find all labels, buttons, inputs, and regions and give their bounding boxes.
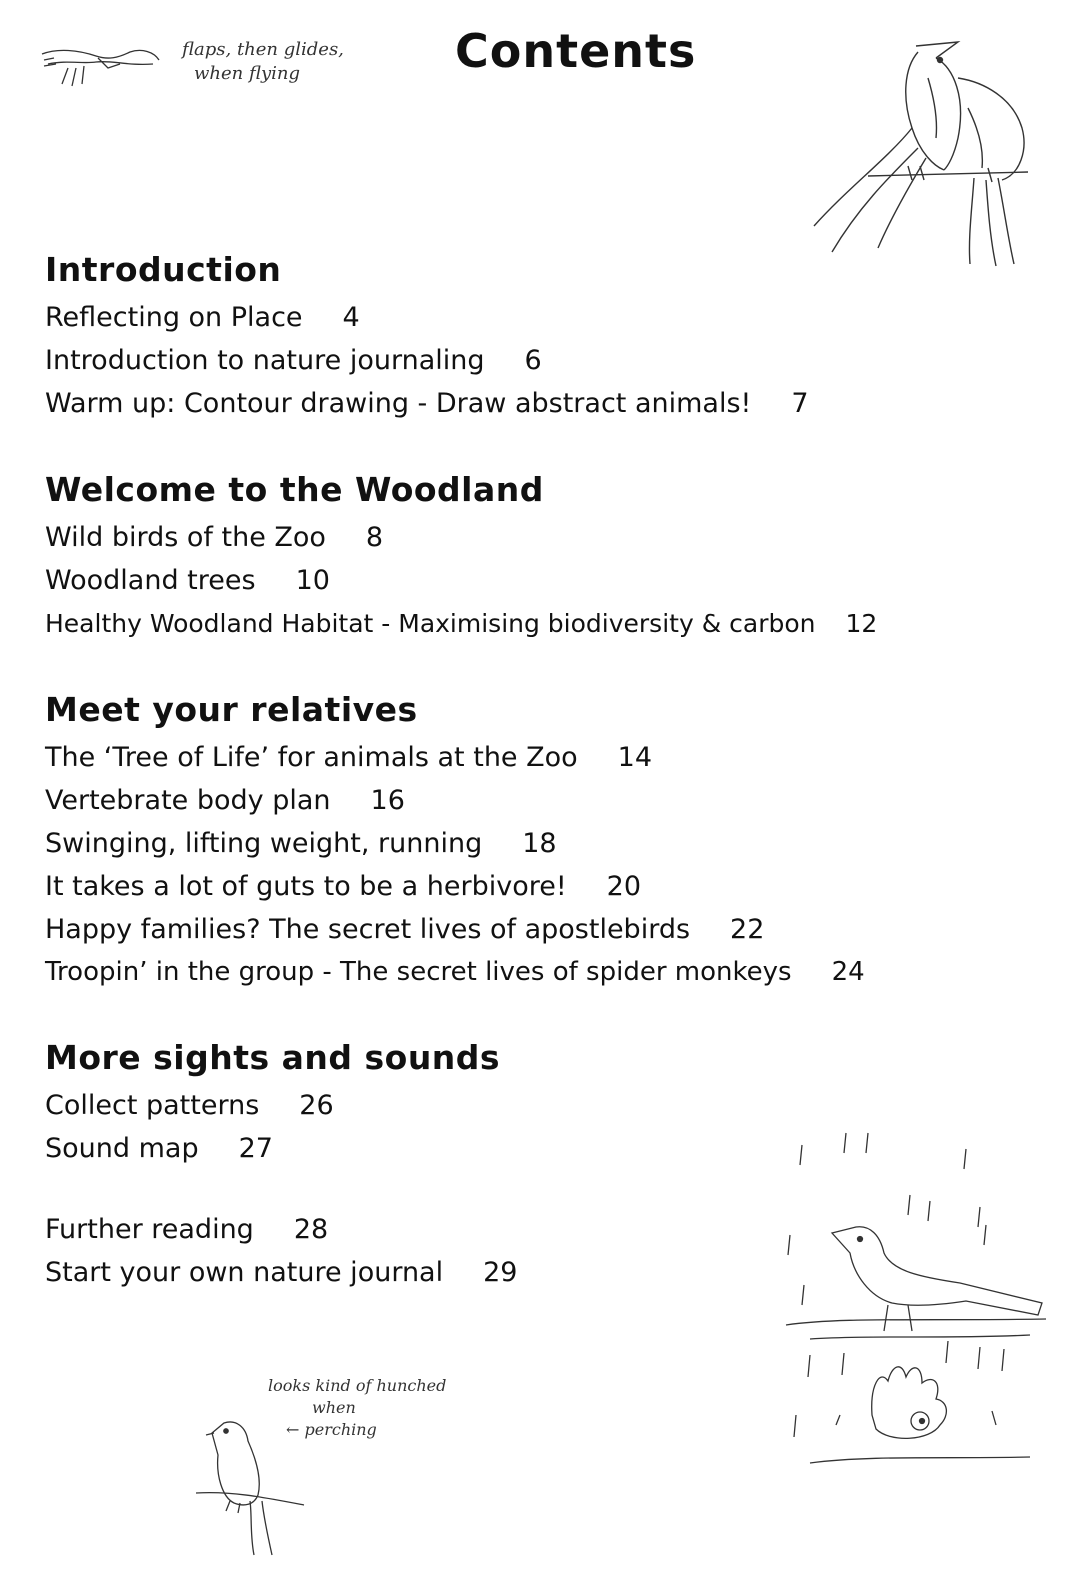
section-heading: More sights and sounds (45, 1038, 501, 1077)
birds-in-rain-sketch (780, 1125, 1055, 1485)
note-line: looks kind of hunched (268, 1376, 447, 1395)
entry-title: Wild birds of the Zoo (45, 522, 326, 553)
entry-page: 12 (845, 609, 878, 638)
entry-page: 8 (365, 522, 384, 553)
entry-title: Introduction to nature journaling (45, 345, 485, 376)
entry-page: 24 (831, 957, 865, 987)
entry-page: 18 (522, 828, 557, 859)
entry-page: 6 (524, 345, 542, 376)
flying-bird-sketch (38, 38, 163, 98)
entry-page: 4 (342, 302, 360, 333)
entry-title: Healthy Woodland Habitat - Maximising biodiversity & carbon (45, 609, 816, 638)
toc-entry[interactable] (45, 1084, 500, 1127)
toc-entry[interactable] (45, 1127, 500, 1170)
entry-page: 27 (238, 1133, 273, 1164)
entry-page: 28 (293, 1214, 329, 1245)
toc-entry[interactable] (45, 296, 809, 339)
section-heading: Welcome to the Woodland (45, 470, 544, 509)
entry-page: 7 (791, 388, 809, 419)
note-line: when flying (194, 63, 301, 84)
entry-title: Collect patterns (45, 1090, 260, 1121)
toc-entry[interactable] (45, 908, 865, 951)
section-heading: Meet your relatives (45, 690, 418, 729)
entry-page: 14 (617, 742, 653, 773)
toc-entry[interactable] (45, 951, 865, 994)
entry-title: It takes a lot of guts to be a herbivore! (45, 871, 567, 902)
note-word: perching (304, 1420, 377, 1439)
arrow-icon: ← (286, 1420, 305, 1439)
entry-page: 10 (295, 565, 330, 596)
toc-entry[interactable] (45, 602, 877, 645)
entry-page: 26 (299, 1090, 334, 1121)
toc-entry[interactable] (45, 865, 865, 908)
entry-title: Vertebrate body plan (45, 785, 331, 816)
toc-entry[interactable] (45, 339, 809, 382)
entry-title: Warm up: Contour drawing - Draw abstract animals! (45, 388, 752, 419)
toc-entry[interactable] (45, 779, 865, 822)
perched-birds-sketch (808, 38, 1033, 273)
section-woodland (45, 470, 877, 645)
entry-page: 20 (606, 871, 642, 902)
toc-entry[interactable] (45, 736, 865, 779)
toc-entry[interactable] (45, 822, 865, 865)
section-heading: Introduction (45, 250, 282, 289)
section-introduction (45, 250, 809, 425)
entry-page: 22 (730, 914, 765, 945)
page-title: Contents (455, 24, 697, 78)
note-line: flaps, then glides, (182, 39, 344, 60)
section-relatives (45, 690, 865, 994)
entry-title: Sound map (45, 1133, 199, 1164)
entry-title: Happy families? The secret lives of apostlebirds (45, 914, 691, 945)
entry-page: 16 (370, 785, 405, 816)
toc-entry[interactable] (45, 559, 877, 602)
entry-title: Troopin’ in the group - The secret lives of spider monkeys (45, 957, 792, 987)
section-sights-sounds (45, 1038, 500, 1170)
note-line (268, 1419, 446, 1441)
flying-note (182, 38, 344, 86)
toc-entry[interactable] (45, 516, 877, 559)
entry-title: Woodland trees (45, 565, 256, 596)
entry-title: The ‘Tree of Life’ for animals at the Zoo (45, 742, 578, 773)
entry-title: Swinging, lifting weight, running (45, 828, 483, 859)
entry-title: Further reading (45, 1214, 254, 1245)
note-line: when (312, 1398, 356, 1417)
entry-title: Reflecting on Place (45, 302, 303, 333)
perching-note (268, 1375, 446, 1441)
section-extras (45, 1208, 517, 1294)
toc-entry[interactable] (45, 1251, 517, 1294)
toc-entry[interactable] (45, 382, 809, 425)
entry-page: 29 (483, 1257, 518, 1288)
entry-title: Start your own nature journal (45, 1257, 444, 1288)
toc-entry[interactable] (45, 1208, 517, 1251)
